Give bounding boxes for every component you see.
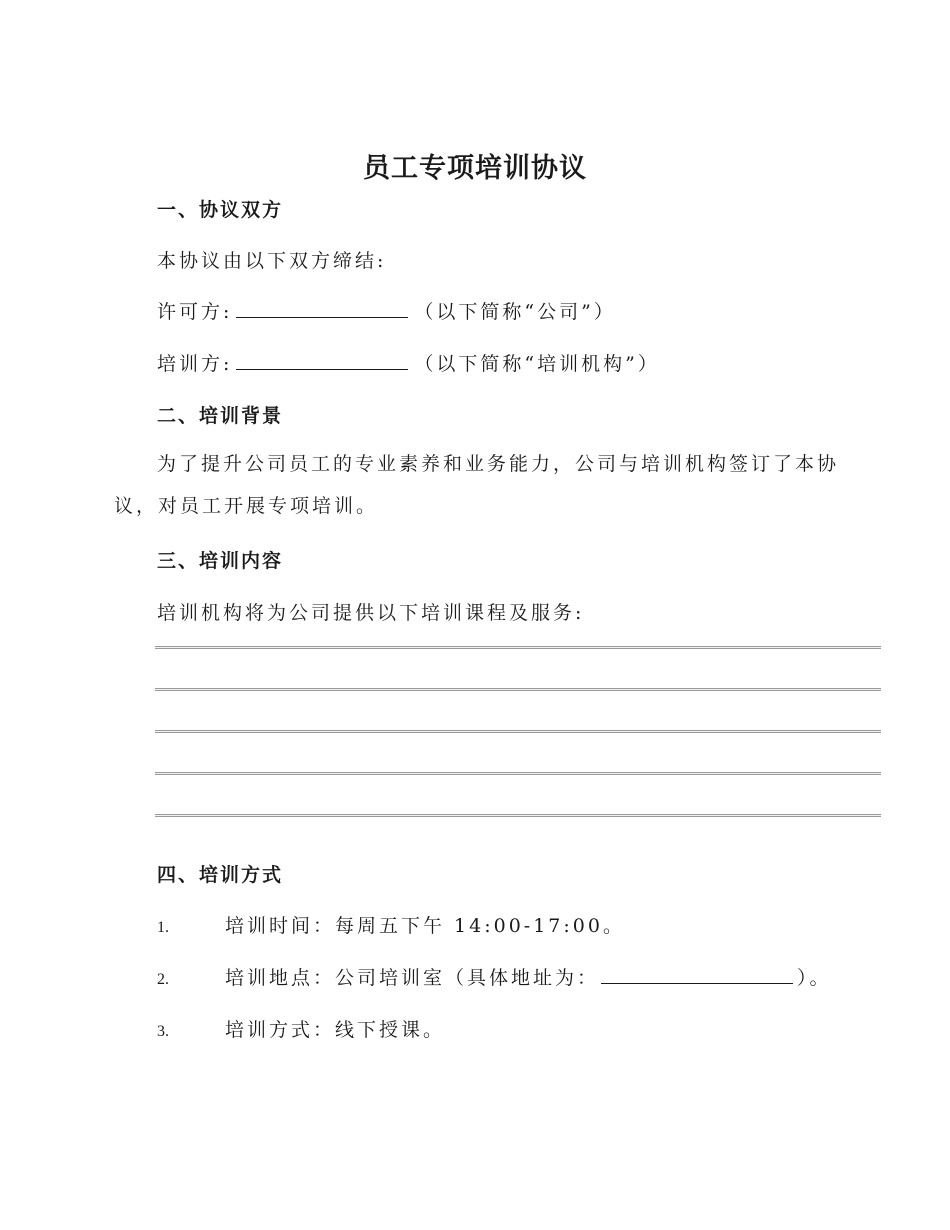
list-item xyxy=(157,963,832,990)
party-b-label: 培训方: xyxy=(157,353,233,375)
background-paragraph: 为了提升公司员工的专业素养和业务能力，公司与培训机构签订了本协议，对员工开展专项培训。 xyxy=(114,453,840,517)
blank-content-line[interactable] xyxy=(155,688,881,691)
list-item-text: 培训方式：线下授课。 xyxy=(225,1019,446,1041)
blank-content-line[interactable] xyxy=(155,772,881,775)
section-heading-parties: 一、协议双方 xyxy=(157,199,284,221)
list-item-text-suffix: ）。 xyxy=(797,967,832,989)
list-item-text: 培训时间：每周五下午 14:00-17:00。 xyxy=(225,915,625,937)
parties-intro: 本协议由以下双方缔结: xyxy=(157,250,387,272)
list-item-text-prefix: 培训地点：公司培训室（具体地址为： xyxy=(225,967,600,989)
blank-content-line[interactable] xyxy=(155,814,881,817)
blank-content-line[interactable] xyxy=(155,646,881,649)
list-item xyxy=(157,1015,445,1042)
party-a-suffix: （以下简称“公司”） xyxy=(414,301,616,323)
list-item-number: 2. xyxy=(157,971,169,988)
party-a-line xyxy=(157,297,616,324)
party-b-suffix: （以下简称“培训机构”） xyxy=(414,353,660,375)
page-title: 员工专项培训协议 xyxy=(363,153,587,184)
party-b-line xyxy=(157,349,660,376)
section-heading-background: 二、培训背景 xyxy=(157,405,284,427)
blank-content-line[interactable] xyxy=(155,730,881,733)
party-a-blank-field[interactable] xyxy=(236,299,408,318)
section-heading-content: 三、培训内容 xyxy=(157,550,284,572)
party-a-label: 许可方: xyxy=(157,301,233,323)
list-item-number: 1. xyxy=(157,919,169,936)
address-blank-field[interactable] xyxy=(601,965,793,984)
content-intro: 培训机构将为公司提供以下培训课程及服务: xyxy=(157,602,585,624)
list-item-number: 3. xyxy=(157,1023,169,1040)
section-heading-method: 四、培训方式 xyxy=(157,864,284,886)
party-b-blank-field[interactable] xyxy=(236,351,408,370)
list-item xyxy=(157,911,625,938)
